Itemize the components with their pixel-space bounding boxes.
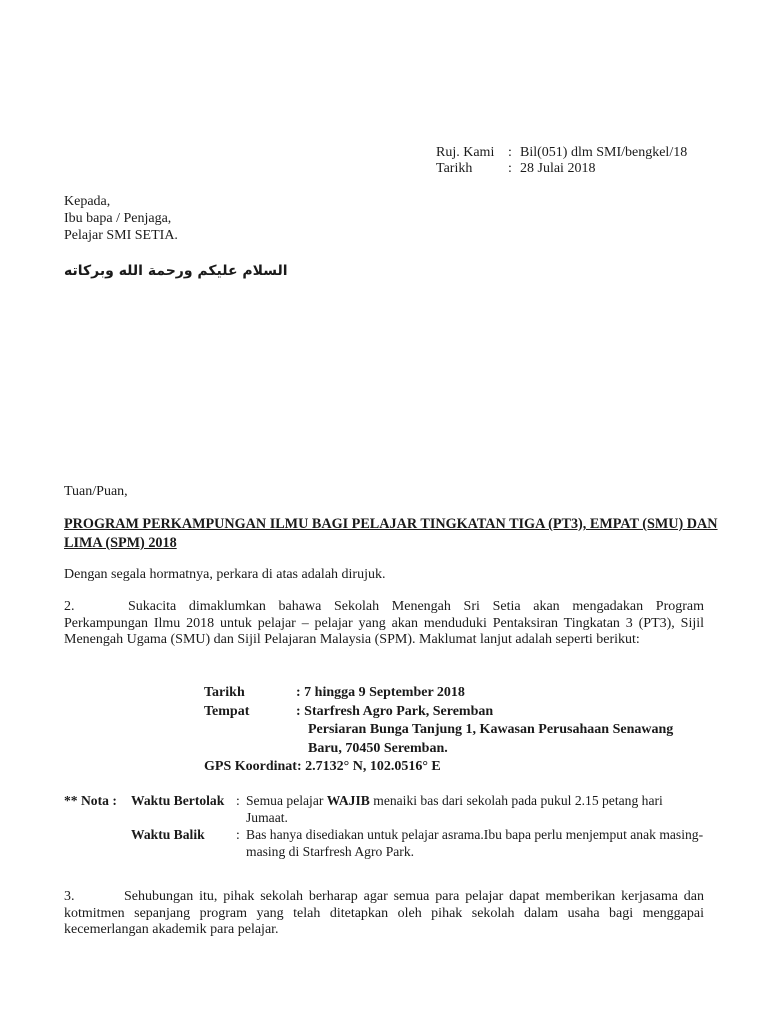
date-colon: : <box>508 161 512 176</box>
letter-title: PROGRAM PERKAMPUNGAN ILMU BAGI PELAJAR TINGKATAN TIGA (PT3), EMPAT (SMU) DAN LIMA (SPM) 2018 <box>64 516 718 551</box>
ref-colon: : <box>508 145 512 160</box>
departure-label: Waktu Bertolak <box>131 793 225 808</box>
note-return-row <box>64 827 724 860</box>
detail-address-line-1: Persiaran Bunga Tanjung 1, Kawasan Perusahaan Senawang <box>308 722 674 737</box>
detail-date-row <box>204 684 673 703</box>
return-text: Bas hanya disediakan untuk pelajar asrama.Ibu bapa perlu menjemput anak masing- masing di Starfresh Agro Park. <box>246 827 704 859</box>
detail-gps-row <box>204 758 673 777</box>
ref-value: Bil(051) dlm SMI/bengkel/18 <box>520 145 688 160</box>
note-label: ** Nota : <box>64 793 117 808</box>
detail-address-line-2: Baru, 70450 Seremban. <box>308 740 448 756</box>
paragraph-2-number: 2. <box>64 599 75 614</box>
salutation: Tuan/Puan, <box>64 484 128 499</box>
recipient-line-2: Ibu bapa / Penjaga, <box>64 211 172 226</box>
reference-number-row <box>436 145 687 161</box>
detail-place-label: Tempat <box>204 703 250 719</box>
date-value: 28 Julai 2018 <box>520 161 596 176</box>
note-departure-row <box>64 793 724 826</box>
date-label: Tarikh <box>436 161 473 176</box>
detail-gps: GPS Koordinat: 2.7132° N, 102.0516° E <box>204 759 441 774</box>
detail-place-value: : Starfresh Agro Park, Seremban <box>296 703 494 719</box>
paragraph-2 <box>64 599 704 649</box>
departure-text-pre: Semua pelajar <box>246 793 327 808</box>
departure-text <box>246 793 724 826</box>
detail-address-row-1 <box>204 721 673 740</box>
recipient-line-3: Pelajar SMI SETIA. <box>64 228 178 243</box>
return-colon: : <box>236 827 240 842</box>
note-section <box>64 793 724 860</box>
reference-date-row <box>436 161 595 177</box>
arabic-greeting: السلام عليكم ورحمة الله وبركاته <box>64 263 288 279</box>
paragraph-3-text: Sehubungan itu, pihak sekolah berharap agar semua para pelajar dapat memberikan kerjasama dan kotmitmen sepanjang program yang telah ditetapkan oleh pihak sekolah dalam usaha bagi menggapai kecemerlangan akademik para pelajar. <box>64 889 704 937</box>
departure-text-post: menaiki bas dari sekolah pada pukul 2.15 petang hari Jumaat. <box>246 793 663 825</box>
paragraph-3-number: 3. <box>64 889 75 904</box>
detail-place-row <box>204 703 673 722</box>
return-label: Waktu Balik <box>131 827 205 842</box>
detail-date-label: Tarikh <box>204 685 245 700</box>
departure-colon: : <box>236 793 240 808</box>
recipient-line-1: Kepada, <box>64 194 111 209</box>
paragraph-3 <box>64 889 704 939</box>
paragraph-2-text: Sukacita dimaklumkan bahawa Sekolah Menengah Sri Setia akan mengadakan Program Perkampungan Ilmu 2018 untuk pelajar – pelajar yang akan menduduki Pentaksiran Tingkatan 3 (PT3), Sijil Menengah Ugama (SMU) dan Sijil Pelajaran Malaysia (SPM). Maklumat lanjut adalah seperti berikut: <box>64 599 704 647</box>
departure-text-bold: WAJIB <box>326 793 370 808</box>
intro-text: Dengan segala hormatnya, perkara di atas adalah dirujuk. <box>64 567 386 582</box>
detail-address-row-2 <box>204 740 673 759</box>
detail-date-value: : 7 hingga 9 September 2018 <box>296 685 465 700</box>
event-details <box>204 684 673 777</box>
ref-label: Ruj. Kami <box>436 145 495 160</box>
